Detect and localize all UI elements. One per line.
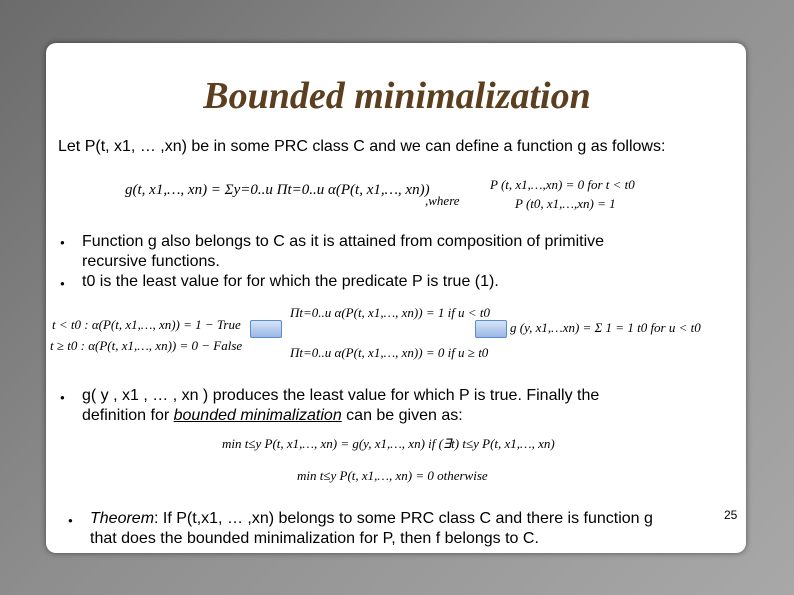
equation-g-definition: g(t, x1,…, xn) = Σy=0..u Πt=0..u α(P(t, x1,…, xn)) xyxy=(125,182,430,198)
bullet-g-least-line2: definition for bounded minimalization can be given as: xyxy=(82,407,463,424)
theorem-label: Theorem xyxy=(90,510,155,527)
bounded-minimalization-term: bounded minimalization xyxy=(173,407,342,424)
bullet-least-value: t0 is the least value for for which the predicate P is true (1). xyxy=(82,273,499,290)
bullet-g-least-line1: g( y , x1 , … , xn ) produces the least value for which P is true. Finally the xyxy=(82,387,600,404)
theorem-line1: Theorem: If P(t,x1, … ,xn) belongs to some PRC class C and there is function g xyxy=(90,510,653,527)
bullet-icon: ● xyxy=(60,238,65,247)
intro-text: Let P(t, x1, … ,xn) be in some PRC class C and we can define a function g as follows: xyxy=(58,138,666,155)
product-at-or-above-t0: Πt=0..u α(P(t, x1,…, xn)) = 0 if u ≥ t0 xyxy=(290,345,489,360)
definition-otherwise: min t≤y P(t, x1,…, xn) = 0 otherwise xyxy=(297,468,488,483)
bullet-icon: ● xyxy=(60,279,65,288)
bullet-icon: ● xyxy=(68,516,73,525)
case-false: t ≥ t0 : α(P(t, x1,…, xn)) = 0 − False xyxy=(50,338,243,353)
condition-less-than-t0: P (t, x1,…,xn) = 0 for t < t0 xyxy=(490,177,635,192)
g-equals-t0: g (y, x1,…xn) = Σ 1 = 1 t0 for u < t0 xyxy=(510,320,701,335)
bullet-composition-line1: Function g also belongs to C as it is attained from composition of primitive xyxy=(82,233,605,250)
condition-at-t0: P (t0, x1,…,xn) = 1 xyxy=(515,196,616,211)
arrow-right-icon xyxy=(475,320,507,338)
arrow-right-icon xyxy=(250,320,282,338)
case-true: t < t0 : α(P(t, x1,…, xn)) = 1 − True xyxy=(52,317,241,332)
bullet-icon: ● xyxy=(60,393,65,402)
theorem-line2: that does the bounded minimalization for P, then f belongs to C. xyxy=(90,530,539,547)
slide-title: Bounded minimalization xyxy=(203,75,591,117)
where-label: ,where xyxy=(425,193,460,208)
bullet-composition-line2: recursive functions. xyxy=(82,253,220,270)
product-below-t0: Πt=0..u α(P(t, x1,…, xn)) = 1 if u < t0 xyxy=(290,305,490,320)
definition-if-exists: min t≤y P(t, x1,…, xn) = g(y, x1,…, xn) if (∃t) t≤y P(t, x1,…, xn) xyxy=(222,436,555,451)
page-number: 25 xyxy=(724,508,738,522)
